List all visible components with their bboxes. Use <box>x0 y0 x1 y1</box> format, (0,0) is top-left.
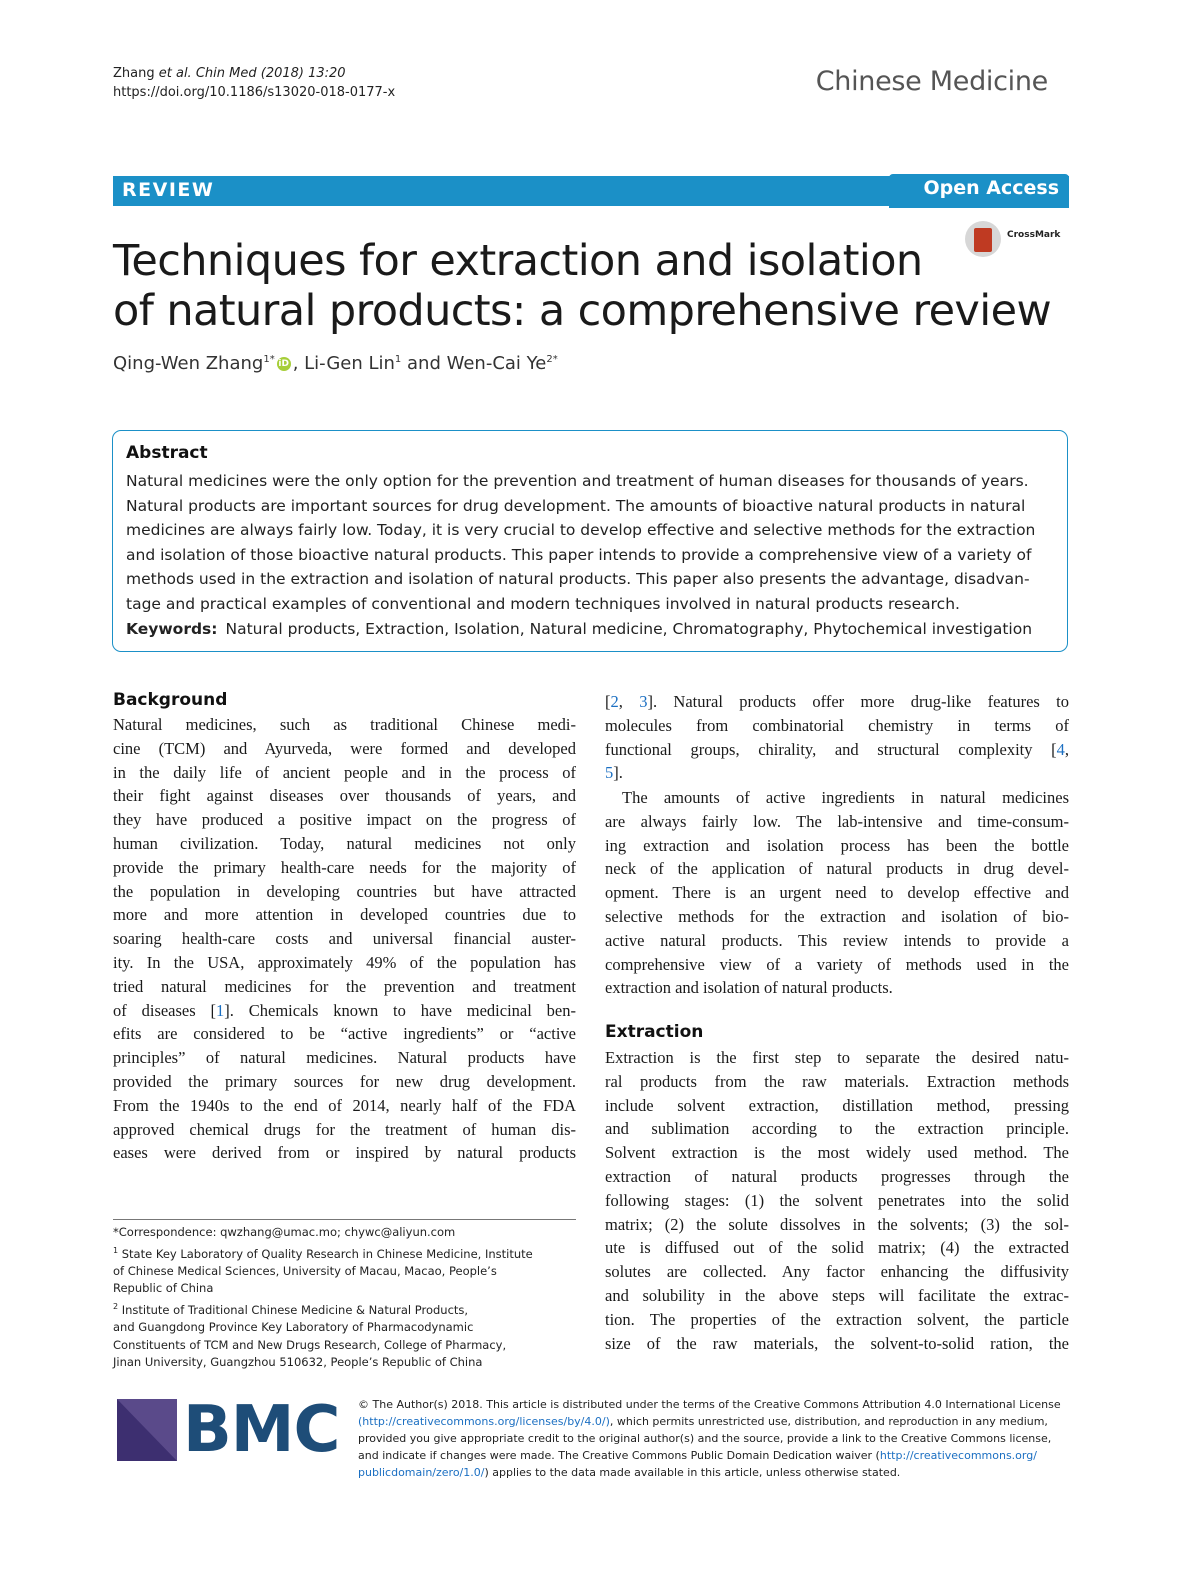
text-fragment: , <box>1064 739 1069 759</box>
text-fragment: of diseases [ <box>113 1000 217 1020</box>
text-line: are always fairly low. The lab-intensive and time-consum- <box>605 811 1069 831</box>
crossmark-label: CrossMark <box>1007 230 1061 240</box>
text-line: provide the primary health-care needs for the majority of <box>113 857 576 877</box>
text-line <box>605 761 1069 785</box>
reference-link-3[interactable]: 3 <box>639 692 648 711</box>
title-line-1: Techniques for extraction and isolation <box>113 236 923 286</box>
affiliation-line: Constituents of TCM and New Drugs Research, College of Pharmacy, <box>113 1337 507 1352</box>
text-line <box>605 738 1069 762</box>
affiliation-2 <box>113 1298 576 1319</box>
footnotes <box>113 1224 576 1372</box>
open-access-tab <box>889 174 1069 208</box>
reference-link-4[interactable]: 4 <box>1056 739 1065 759</box>
text-line: ute is diffused out of the solid matrix; (4) the extracted <box>605 1238 1069 1258</box>
license-line: provided you give appropriate credit to the original author(s) and the source, provide a link to the Creative Commons license, <box>358 1432 1052 1445</box>
abstract-line: methods used in the extraction and isolation of natural products. This paper also presents the advantage, disadvan- <box>126 570 1030 588</box>
text-line: size of the raw materials, the solvent-to-solid ration, the <box>605 1333 1069 1353</box>
doi-link[interactable]: https://doi.org/10.1186/s13020-018-0177-x <box>113 85 396 100</box>
text-line <box>605 690 1069 714</box>
author-3[interactable]: and Wen-Cai Ye <box>401 353 547 374</box>
extraction-text <box>605 1046 1069 1355</box>
affiliation-line: of Chinese Medical Sciences, University of Macau, Macao, People’s <box>113 1263 497 1278</box>
citation-etal: et al. <box>158 66 192 81</box>
text-fragment: State Key Laboratory of Quality Research in Chinese Medicine, Institute <box>118 1246 533 1261</box>
text-line: and sublimation according to the extraction principle. <box>605 1119 1069 1139</box>
cc-zero-link-cont[interactable]: publicdomain/zero/1.0/ <box>358 1466 485 1479</box>
text-line: matrix; (2) the solute dissolves in the solvents; (3) the sol- <box>605 1214 1069 1234</box>
text-line: efits are considered to be “active ingredients” or “active <box>113 1024 576 1044</box>
affiliation-number: 2 <box>113 1301 119 1311</box>
title-line-2: of natural products: a comprehensive review <box>113 286 1052 336</box>
citation-journal: Chin Med <box>191 66 257 81</box>
text-fragment: , which permits unrestricted use, distribution, and reproduction in any medium, <box>609 1415 1048 1428</box>
text-line: soaring health-care costs and universal financial auster- <box>113 929 576 949</box>
text-line: human civilization. Today, natural medicines not only <box>113 833 576 853</box>
author-2[interactable]: , Li-Gen Lin <box>292 353 395 374</box>
correspondence: *Correspondence: qwzhang@umac.mo; chywc@aliyun.com <box>113 1225 456 1239</box>
abstract-line: and isolation of those bioactive natural products. This paper intends to provide a comprehensive view of a variety of <box>126 545 1032 564</box>
text-line: in the daily life of ancient people and in the process of <box>113 762 576 782</box>
text-line: and solubility in the above steps will facilitate the extrac- <box>605 1285 1069 1305</box>
text-line: include solvent extraction, distillation method, pressing <box>605 1095 1069 1115</box>
keywords-label: Keywords: <box>126 620 218 638</box>
text-fragment: ]. Natural products offer more drug-like features to <box>647 692 1069 711</box>
text-line: active natural products. This review intends to provide a <box>605 930 1069 950</box>
open-access-label: Open Access <box>923 177 1059 199</box>
article-type-label: REVIEW <box>122 179 215 201</box>
abstract-text <box>126 469 1051 616</box>
text-line: tion. The properties of the extraction solvent, the particle <box>605 1309 1069 1329</box>
text-line: they have produced a positive impact on the progress of <box>113 810 576 830</box>
text-line: solutes are collected. Any factor enhancing the diffusivity <box>605 1262 1069 1282</box>
bmc-wordmark: BMC <box>183 1393 340 1467</box>
text-line: ity. In the USA, approximately 49% of the population has <box>113 952 576 972</box>
text-line: cine (TCM) and Ayurveda, were formed and developed <box>113 738 576 758</box>
abstract-heading: Abstract <box>126 443 208 463</box>
text-line: Solvent extraction is the most widely used method. The <box>605 1143 1069 1163</box>
text-line: selective methods for the extraction and isolation of bio- <box>605 906 1069 926</box>
author-1-affiliation: 1* <box>263 354 275 365</box>
footnote-divider <box>113 1219 576 1220</box>
background-paragraph-2 <box>605 786 1069 1000</box>
journal-name: Chinese Medicine <box>815 66 1048 97</box>
citation-volume: (2018) 13:20 <box>256 66 346 81</box>
text-fragment: and indicate if changes were made. The Creative Commons Public Domain Dedication waiver ( <box>358 1449 880 1462</box>
license-text <box>358 1396 1070 1481</box>
text-line <box>113 999 576 1023</box>
cc-by-license-link[interactable]: (http://creativecommons.org/licenses/by/4.0/) <box>358 1415 610 1428</box>
text-line: comprehensive view of a variety of methods used in the <box>605 954 1069 974</box>
article-title <box>113 236 1052 336</box>
orcid-icon[interactable]: iD <box>278 359 289 369</box>
author-1[interactable]: Qing-Wen Zhang <box>113 353 264 374</box>
author-list <box>113 353 558 374</box>
bmc-mark-icon <box>117 1399 177 1461</box>
abstract-line: tage and practical examples of conventional and modern techniques involved in natural products research. <box>126 594 960 613</box>
text-line: Extraction is the first step to separate the desired natu- <box>605 1048 1069 1067</box>
text-line: From the 1940s to the end of 2014, nearly half of the FDA <box>113 1095 576 1115</box>
reference-link-5[interactable]: 5 <box>605 763 614 783</box>
background-continued <box>605 690 1069 785</box>
license-line <box>358 1413 1070 1430</box>
text-line: ral products from the raw materials. Extraction methods <box>605 1071 1069 1091</box>
text-line: following stages: (1) the solvent penetrates into the solid <box>605 1190 1069 1210</box>
text-fragment: functional groups, chirality, and structural complexity [ <box>605 739 1057 759</box>
text-line: extraction and isolation of natural products. <box>605 978 893 998</box>
extraction-heading: Extraction <box>605 1022 704 1042</box>
citation <box>113 64 395 102</box>
affiliation-line: Republic of China <box>113 1281 214 1296</box>
text-line: opment. There is an urgent need to develop effective and <box>605 883 1069 903</box>
text-line: their fight against diseases over thousands of years, and <box>113 786 576 806</box>
text-line: more and more attention in developed countries due to <box>113 905 576 925</box>
text-fragment: [ <box>605 692 611 711</box>
reference-link-2[interactable]: 2 <box>610 692 619 711</box>
license-line: © The Author(s) 2018. This article is distributed under the terms of the Creative Commons Attribution 4.0 International License <box>358 1398 1061 1411</box>
text-line: principles” of natural medicines. Natural products have <box>113 1048 576 1068</box>
text-line: molecules from combinatorial chemistry in terms of <box>605 715 1069 735</box>
text-line: eases were derived from or inspired by natural products <box>113 1143 576 1163</box>
abstract-line: Natural medicines were the only option for the prevention and treatment of human diseases for thousands of years. <box>126 472 1029 490</box>
text-line: provided the primary sources for new drug development. <box>113 1071 576 1091</box>
affiliation-line: and Guangdong Province Key Laboratory of Pharmacodynamic <box>113 1320 474 1335</box>
text-fragment: , <box>618 692 640 711</box>
citation-line <box>113 64 395 83</box>
license-line <box>358 1464 1070 1481</box>
citation-author: Zhang <box>113 66 159 81</box>
background-heading: Background <box>113 690 228 710</box>
text-line: extraction of natural products progresses through the <box>605 1166 1069 1186</box>
abstract-box <box>112 430 1068 652</box>
keywords-list: Natural products, Extraction, Isolation, Natural medicine, Chromatography, Phytochemical investigation <box>225 620 1033 638</box>
keywords <box>126 620 1032 638</box>
text-line: neck of the application of natural products in drug devel- <box>605 859 1069 879</box>
affiliation-number: 1 <box>113 1245 119 1255</box>
text-line: the population in developing countries but have attracted <box>113 881 576 901</box>
text-line: The amounts of active ingredients in natural medicines <box>622 788 1069 807</box>
affiliation-line: Jinan University, Guangzhou 510632, People’s Republic of China <box>113 1355 483 1370</box>
cc-zero-link[interactable]: http://creativecommons.org/ <box>879 1449 1037 1462</box>
article-type-banner <box>113 176 1069 206</box>
abstract-line: medicines are always fairly low. Today, it is very crucial to develop effective and selective methods for the extraction <box>126 521 1036 539</box>
text-line: ing extraction and isolation process has been the bottle <box>605 835 1069 855</box>
license-line <box>358 1447 1070 1464</box>
bmc-logo <box>117 1393 340 1467</box>
text-fragment: ) applies to the data made available in this article, unless otherwise stated. <box>484 1466 901 1479</box>
text-fragment: ]. <box>613 763 623 783</box>
text-line: Natural medicines, such as traditional Chinese medi- <box>113 715 576 734</box>
text-fragment: ]. Chemicals known to have medicinal ben- <box>224 1000 576 1020</box>
text-line: approved chemical drugs for the treatment of human dis- <box>113 1119 576 1139</box>
author-2-affiliation: 1 <box>394 354 402 365</box>
reference-link-1[interactable]: 1 <box>216 1000 225 1020</box>
text-fragment: Institute of Traditional Chinese Medicine & Natural Products, <box>118 1302 469 1317</box>
author-3-affiliation: 2* <box>546 354 558 365</box>
background-text <box>113 713 576 1165</box>
affiliation-1 <box>113 1242 576 1263</box>
text-line: tried natural medicines for the prevention and treatment <box>113 976 576 996</box>
abstract-line: Natural products are important sources for drug development. The amounts of bioactive natural products in natural <box>126 496 1026 515</box>
